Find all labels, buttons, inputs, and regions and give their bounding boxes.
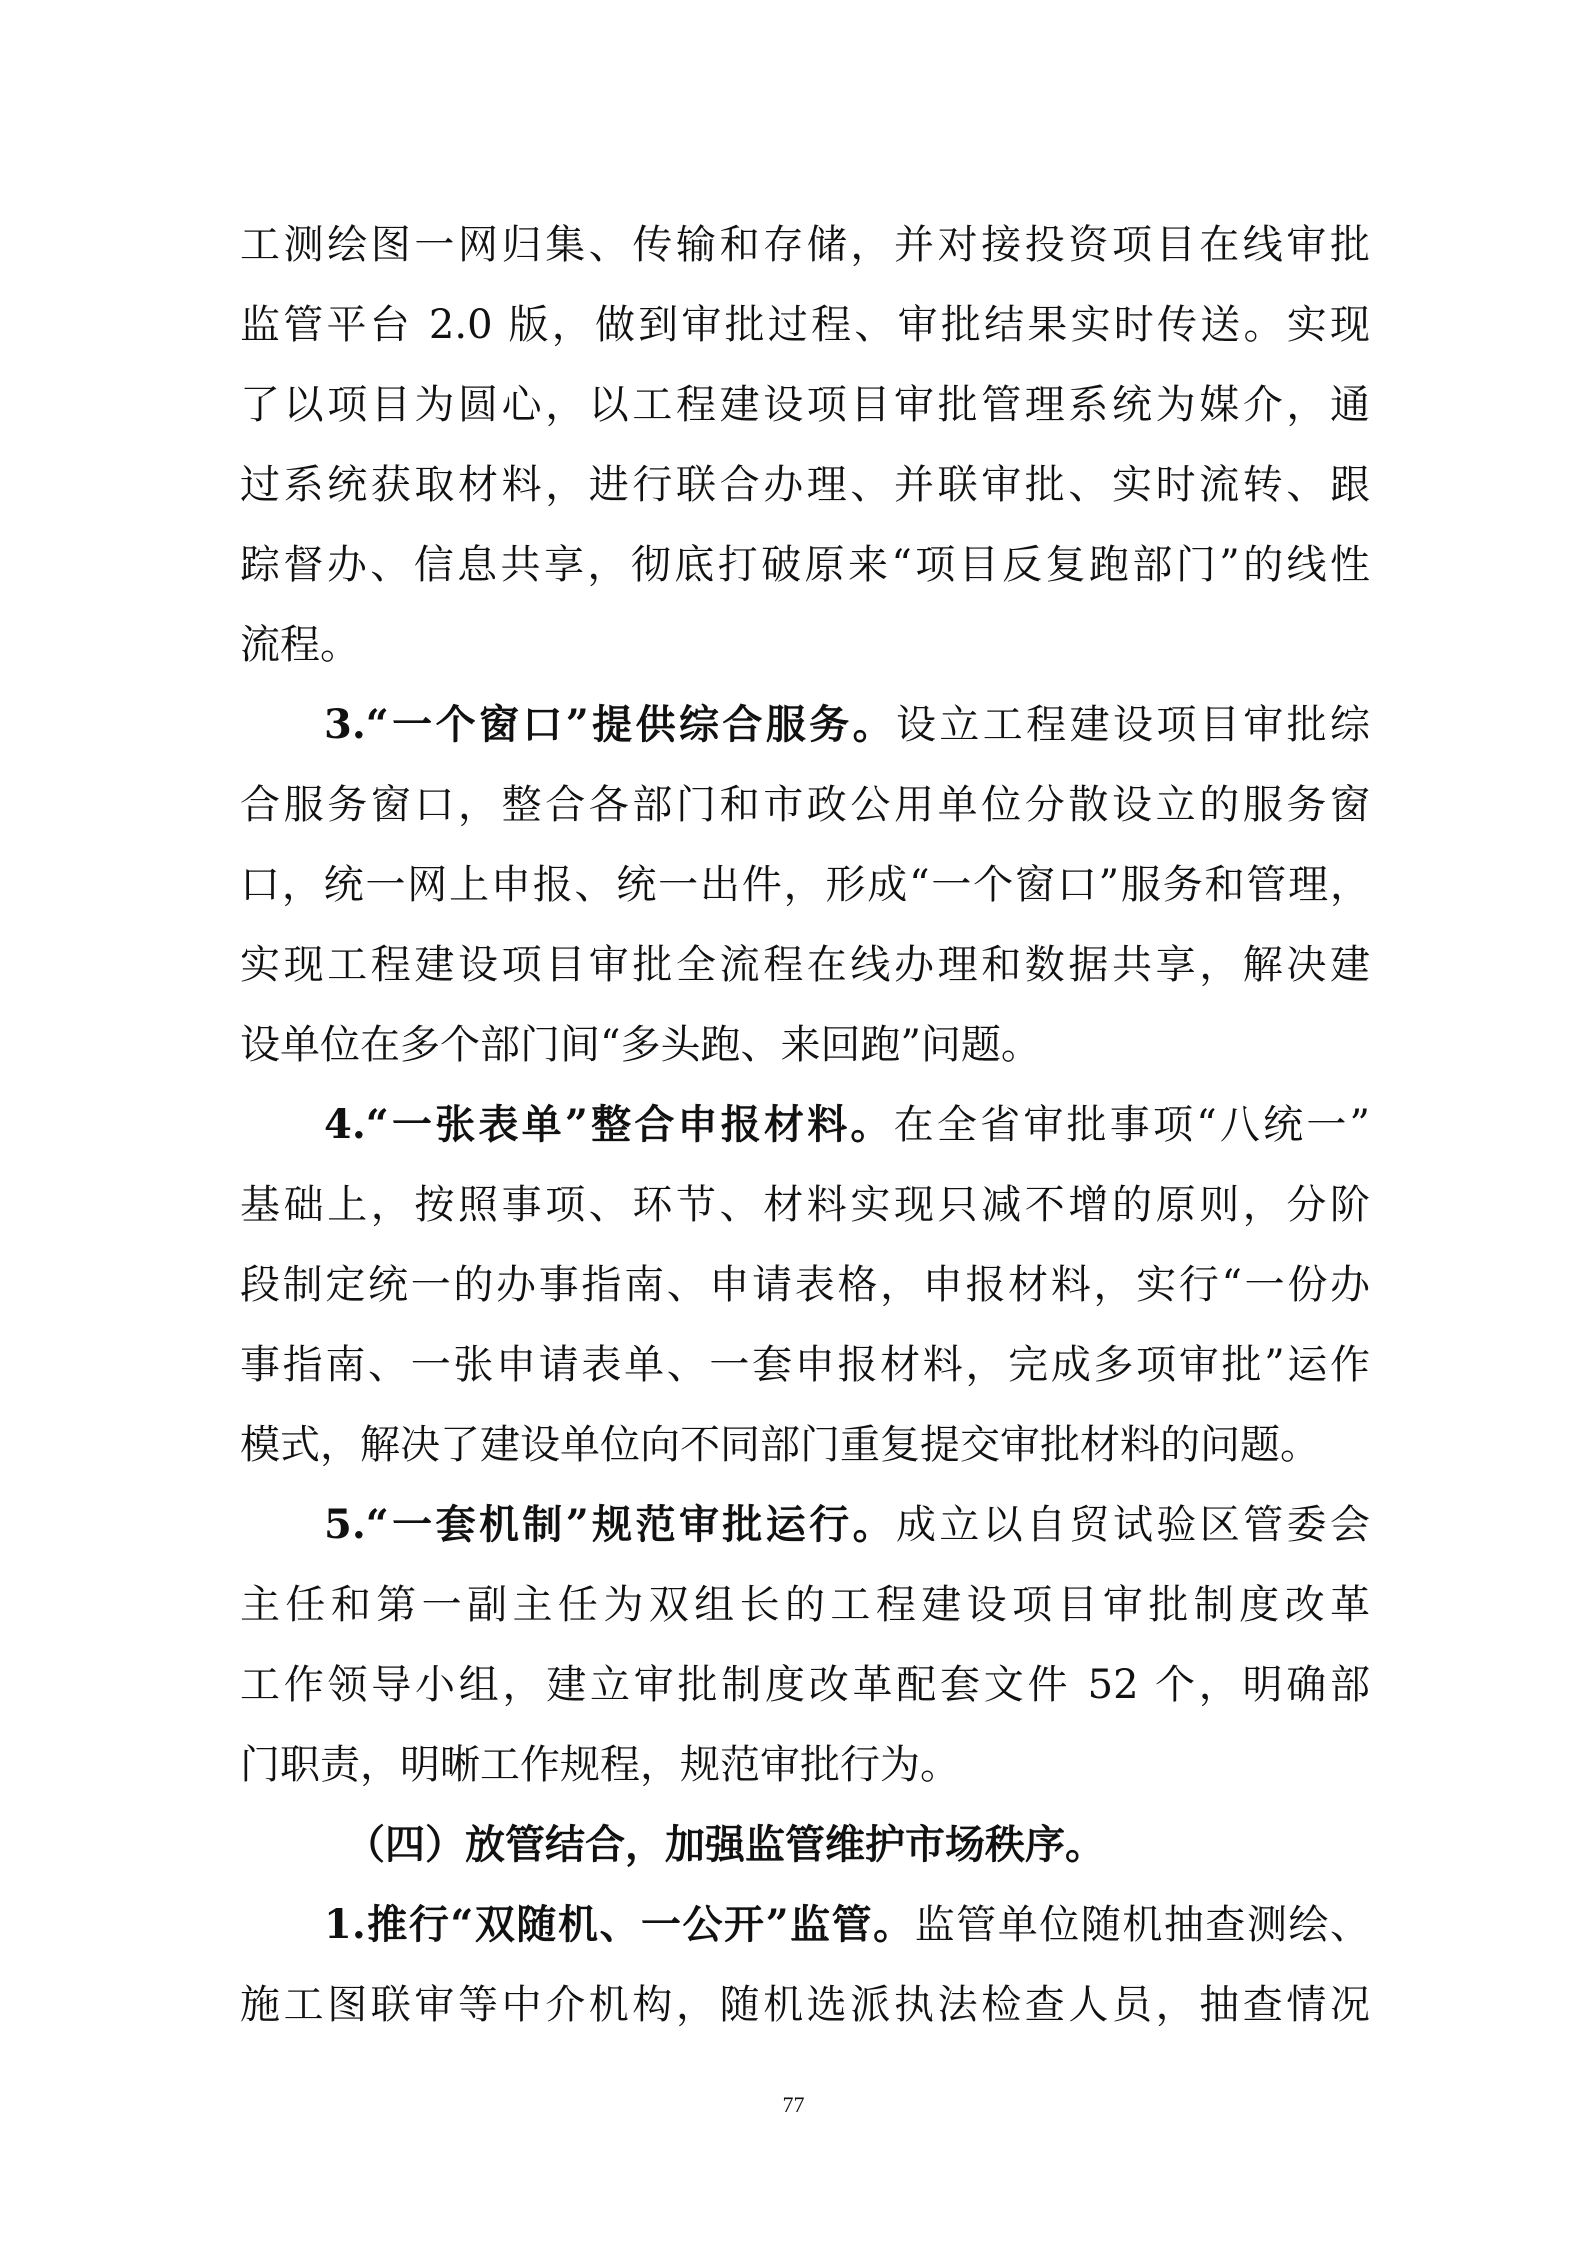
text-line: 基础上，按照事项、环节、材料实现只减不增的原则，分阶 <box>240 1182 1370 1228</box>
text-line: 合服务窗口，整合各部门和市政公用单位分散设立的服务窗 <box>240 782 1370 828</box>
text-line: 监管平台 2.0 版，做到审批过程、审批结果实时传送。实现 <box>240 302 1370 348</box>
text-run: 设立工程建设项目审批综 <box>895 702 1370 748</box>
text-line: 过系统获取材料，进行联合办理、并联审批、实时流转、跟 <box>240 462 1370 508</box>
paragraph-heading: 1.推行“双随机、一公开”监管。 <box>324 1901 915 1948</box>
paragraph-first-line <box>240 1085 1370 1165</box>
text-line: 流程。 <box>240 622 360 668</box>
paragraph-heading: 4.“一张表单”整合申报材料。 <box>324 1101 894 1148</box>
text-line: 口，统一网上申报、统一出件，形成“一个窗口”服务和管理， <box>240 862 1370 908</box>
section-heading: （四）放管结合，加强监管维护市场秩序。 <box>345 1821 1105 1868</box>
paragraph-first-line <box>240 1485 1370 1565</box>
text-run: 成立以自贸试验区管委会 <box>895 1502 1370 1548</box>
text-line: 段制定统一的办事指南、申请表格，申报材料，实行“一份办 <box>240 1262 1370 1308</box>
text-line: 模式，解决了建设单位向不同部门重复提交审批材料的问题。 <box>240 1422 1320 1468</box>
text-line: 门职责，明晰工作规程，规范审批行为。 <box>240 1742 960 1788</box>
page-number: 77 <box>782 2092 805 2117</box>
body-text <box>240 205 1370 2045</box>
text-line: 工作领导小组，建立审批制度改革配套文件 52 个，明确部 <box>240 1662 1370 1708</box>
text-line: 工测绘图一网归集、传输和存储，并对接投资项目在线审批 <box>240 222 1370 268</box>
text-line: 施工图联审等中介机构，随机选派执法检查人员，抽查情况 <box>240 1982 1370 2028</box>
text-line: 实现工程建设项目审批全流程在线办理和数据共享，解决建 <box>240 942 1370 988</box>
paragraph-first-line <box>240 685 1370 765</box>
paragraph-heading: 3.“一个窗口”提供综合服务。 <box>324 701 896 748</box>
text-line: 设单位在多个部门间“多头跑、来回跑”问题。 <box>240 1022 1041 1068</box>
text-line: 了以项目为圆心，以工程建设项目审批管理系统为媒介，通 <box>240 382 1370 428</box>
paragraph-first-line <box>240 1885 1370 1965</box>
text-run: 在全省审批事项“八统一” <box>893 1102 1370 1148</box>
text-line: 主任和第一副主任为双组长的工程建设项目审批制度改革 <box>240 1582 1370 1628</box>
text-line: 事指南、一张申请表单、一套申报材料，完成多项审批”运作 <box>240 1342 1370 1388</box>
text-line: 踪督办、信息共享，彻底打破原来“项目反复跑部门”的线性 <box>240 542 1370 588</box>
text-run: 监管单位随机抽查测绘、 <box>914 1902 1371 1948</box>
paragraph-heading: 5.“一套机制”规范审批运行。 <box>324 1501 896 1548</box>
